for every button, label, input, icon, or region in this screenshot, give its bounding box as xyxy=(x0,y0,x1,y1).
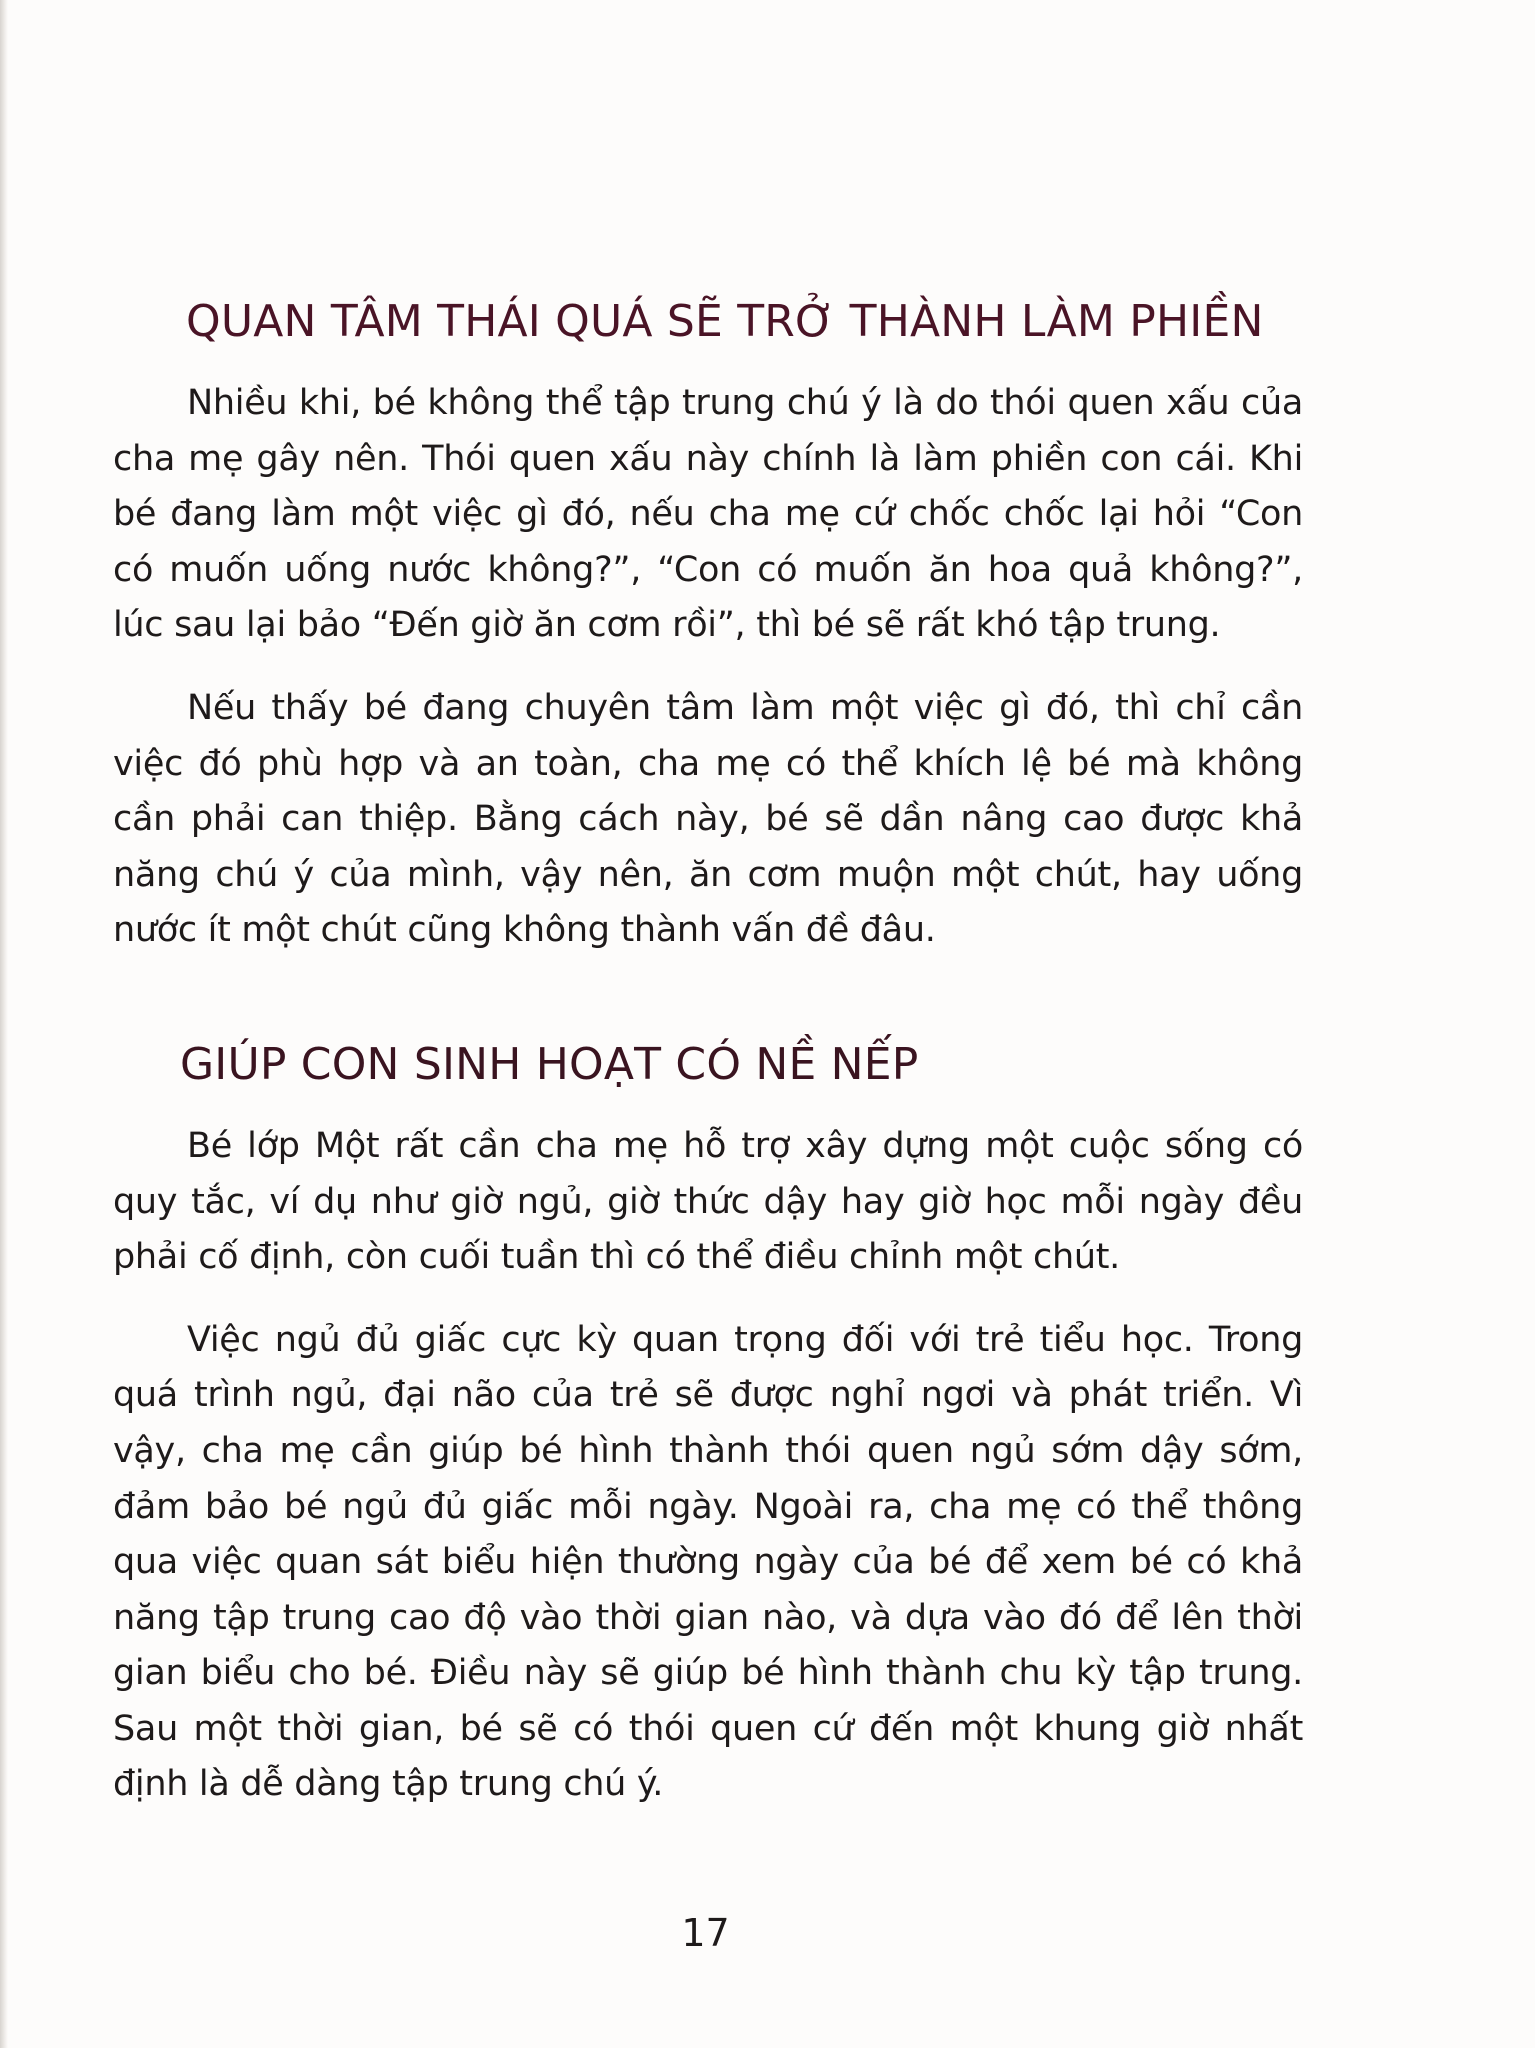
page-binding-edge xyxy=(0,0,8,2048)
page-content xyxy=(113,292,1303,1813)
paragraph-overinvolvement-2: Nếu thấy bé đang chuyên tâm làm một việc gì đó, thì chỉ cần việc đó phù hợp và an toàn, cha mẹ có thể khích lệ bé mà không cần phải can thiệp. Bằng cách này, bé sẽ dần nâng cao được khả năng chú ý của mình, vậy nên, ăn cơm muộn một chút, hay uống nước ít một chút cũng không thành vấn đề đâu. xyxy=(113,687,1303,951)
section-heading-routine: GIÚP CON SINH HOẠT CÓ NỀ NẾP xyxy=(180,1038,919,1090)
page-number: 17 xyxy=(681,1911,730,1955)
section-heading-overinvolvement: QUAN TÂM THÁI QUÁ SẼ TRỞ THÀNH LÀM PHIỀN xyxy=(186,296,1264,347)
paragraph-overinvolvement-1: Nhiều khi, bé không thể tập trung chú ý là do thói quen xấu của cha mẹ gây nên. Thói quen xấu này chính là làm phiền con cái. Khi bé đang làm một việc gì đó, nếu cha mẹ cứ chốc chốc lại hỏi “Con có muốn uống nước không?”, “Con có muốn ăn hoa quả không?”, lúc sau lại bảo “Đến giờ ăn cơm rồi”, thì bé sẽ rất khó tập trung. xyxy=(113,383,1303,646)
paragraph-routine-2: Việc ngủ đủ giấc cực kỳ quan trọng đối với trẻ tiểu học. Trong quá trình ngủ, đại não của trẻ sẽ được nghỉ ngơi và phát triển. Vì vậy, cha mẹ cần giúp bé hình thành thói quen ngủ sớm dậy sớm, đảm bảo bé ngủ đủ giấc mỗi ngày. Ngoài ra, cha mẹ có thể thông qua việc quan sát biểu hiện thường ngày của bé để xem bé có khả năng tập trung cao độ vào thời gian nào, và dựa vào đó để lên thời gian biểu cho bé. Điều này sẽ giúp bé hình thành chu kỳ tập trung. Sau một thời gian, bé sẽ có thói quen cứ đến một khung giờ nhất định là dễ dàng tập trung chú ý. xyxy=(113,1319,1303,1805)
paragraph-routine-1: Bé lớp Một rất cần cha mẹ hỗ trợ xây dựng một cuộc sống có quy tắc, ví dụ như giờ ngủ, giờ thức dậy hay giờ học mỗi ngày đều phải cố định, còn cuối tuần thì có thể điều chỉnh một chút. xyxy=(113,1125,1303,1278)
